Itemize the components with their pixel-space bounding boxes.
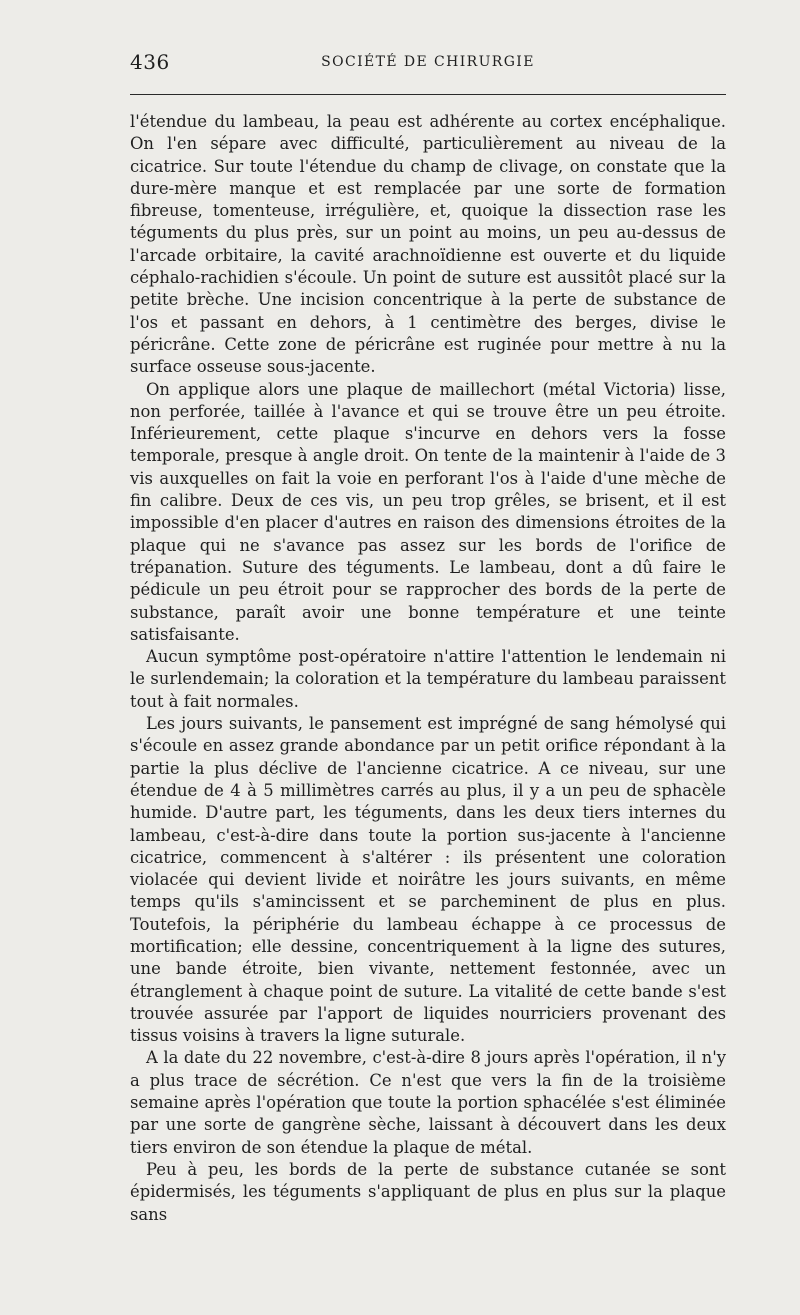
page-number: 436 [130,50,170,74]
paragraph-5: A la date du 22 novembre, c'est-à-dire 8 jours après l'opération, il n'y a plus trace de sécrétion. Ce n'est que vers la fin de la troisième semaine après l'opération que toute la portion sphacélée s'est éliminée par une sorte de gangrène sèche, laissant à découvert dans les deux tiers environ de son étendue la plaque de métal. [130,1048,726,1157]
paragraph-6: Peu à peu, les bords de la perte de substance cutanée se sont épidermisés, les téguments s'appliquant de plus en plus sur la plaque sans [130,1159,726,1224]
paragraph-2: On applique alors une plaque de maillechort (métal Victoria) lisse, non perforée, taillée à l'avance et qui se trouve être un peu étroite. Inférieurement, cette plaque s'incurve en dehors vers la fosse temporale, presque à angle droit. On tente de la maintenir à l'aide de 3 vis auxquelles on fait la voie en perforant l'os à l'aide d'une mèche de fin calibre. Deux de ces vis, un peu trop grêles, se brisent, et il est impossible d'en placer d'autres en raison des dimensions étroites de la plaque qui ne s'avance pas assez sur les bords de l'orifice de trépanation. Suture des téguments. Le lambeau, dont a dû faire le pédicule un peu étroit pour se rapprocher des bords de la perte de substance, paraît avoir une bonne température et une teinte satisfaisante. [130,379,726,644]
header-rule [130,94,726,95]
body-text [130,111,726,1226]
running-title: SOCIÉTÉ DE CHIRURGIE [321,54,535,70]
page-header [130,50,726,80]
paragraph-3: Aucun symptôme post-opératoire n'attire l'attention le lendemain ni le surlendemain; la coloration et la température du lambeau paraissent tout à fait normales. [130,647,726,711]
paragraph-1: l'étendue du lambeau, la peau est adhérente au cortex encéphalique. On l'en sépare avec difficulté, particulièrement au niveau de la cicatrice. Sur toute l'étendue du champ de clivage, on constate que la dure-mère manque et est remplacée par une sorte de formation fibreuse, tomenteuse, irrégulière, et, quoique la dissection rase les téguments du plus près, sur un point au moins, un peu au-dessus de l'arcade orbitaire, la cavité arachnoïdienne est ouverte et du liquide céphalo-rachidien s'écoule. Un point de suture est aussitôt placé sur la petite brèche. Une incision concentrique à la perte de substance de l'os et passant en dehors, à 1 centimètre des berges, divise le péricrâne. Cette zone de péricrâne est ruginée pour mettre à nu la surface osseuse sous-jacente. [130,112,726,377]
paragraph-4: Les jours suivants, le pansement est imprégné de sang hémolysé qui s'écoule en assez grande abondance par un petit orifice répondant à la partie la plus déclive de l'ancienne cicatrice. A ce niveau, sur une étendue de 4 à 5 millimètres carrés au plus, il y a un peu de sphacèle humide. D'autre part, les téguments, dans les deux tiers internes du lambeau, c'est-à-dire dans toute la portion sus-jacente à l'ancienne cicatrice, commencent à s'altérer : ils présentent une coloration violacée qui devient livide et noirâtre les jours suivants, en même temps qu'ils s'amincissent et se parcheminent de plus en plus. Toutefois, la périphérie du lambeau échappe à ce processus de mortification; elle dessine, concentriquement à la ligne des sutures, une bande étroite, bien vivante, nettement festonnée, avec un étranglement à chaque point de suture. La vitalité de cette bande s'est trouvée assurée par l'apport de liquides nourriciers provenant des tissus voisins à travers la ligne suturale. [130,714,726,1046]
